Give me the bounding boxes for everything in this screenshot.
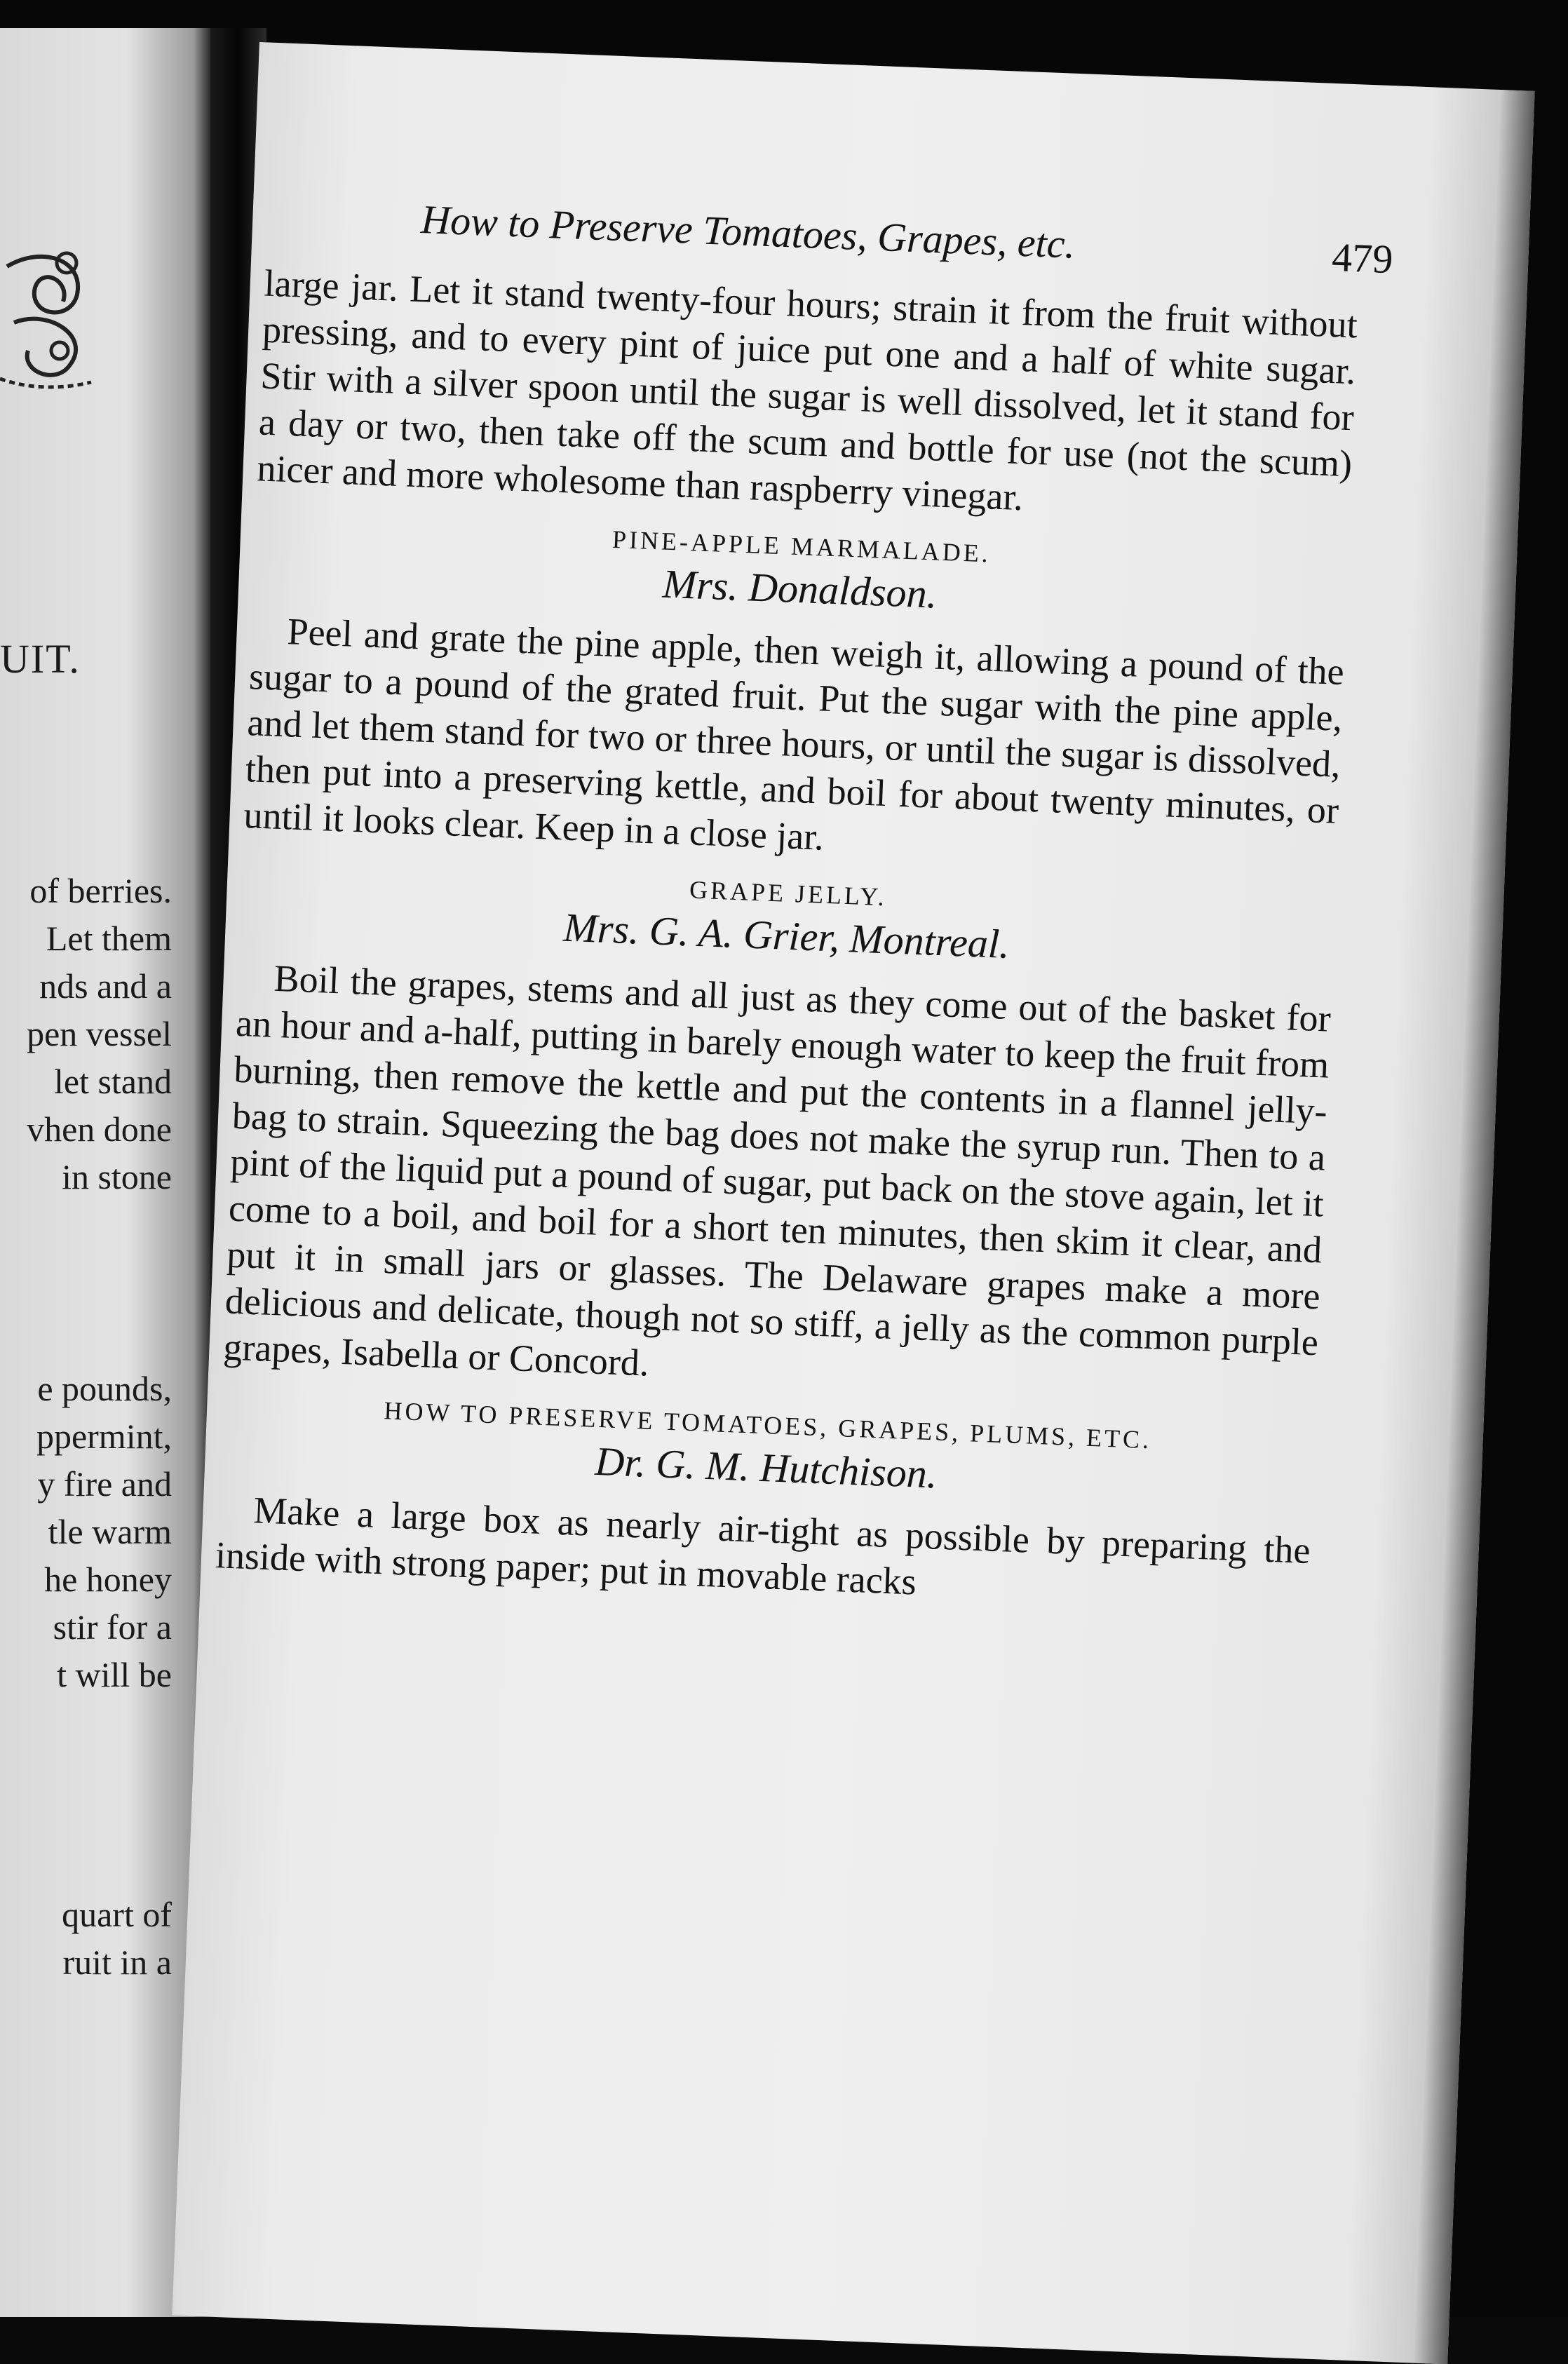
left-heading-fragment: UIT. [0,636,81,682]
recipe-author: Mrs. G. A. Grier, Montreal. [562,904,1011,967]
left-line: ppermint, [36,1417,172,1456]
recipe-title: GRAPE JELLY. [689,875,888,912]
left-line: ruit in a [62,1943,172,1982]
recipe-title: HOW TO PRESERVE TOMATOES, GRAPES, PLUMS, ETC. [383,1396,1152,1454]
left-line: vhen done [27,1109,172,1149]
recipe-author: Mrs. Donaldson. [661,560,938,617]
continued-paragraph: large jar. Let it stand twenty-four hours; strain it from the fruit without pressing, and to every pint of juice put one and a half of white sugar. Stir with a silver spoon until the sugar is well dissolved, let it stand for a day or two, then take off the scum and bottle for use (not the scum) nicer and more wholesome than raspberry vinegar. [256,262,1358,519]
recipe-author: Dr. G. M. Hutchison. [594,1438,938,1497]
left-line: y fire and [37,1464,172,1504]
left-line: he honey [44,1560,172,1599]
left-line: quart of [62,1895,172,1934]
floral-ornament-icon [0,238,98,400]
recipe-body: Make a large box as nearly air-tight as possible by preparing the inside with strong paper; put in movable racks [214,1489,1311,1603]
left-line: e pounds, [37,1369,172,1408]
running-head: How to Preserve Tomatoes, Grapes, etc. [420,196,1076,267]
left-line: pen vessel [27,1014,172,1053]
left-line: let stand [53,1062,172,1101]
page-number: 479 [1331,234,1394,283]
left-line: tle warm [48,1512,172,1551]
recipe-body: Boil the grapes, stems and all just as they come out of the basket for an hour and a-half, putting in barely enough water to keep the fruit from burning, then remove the kettle and put the contents in a flannel jelly-bag to strain. Squeezing the bag does not make the syrup run. Then to a pint of the liquid put a pound of sugar, put back on the stove again, let it come to a boil, and boil for a short ten minutes, then skim it clear, and put it in small jars or glasses. The Delaware grapes make a more delicious and delicate, though not so stiff, a jelly as the common purple grapes, Isabella or Concord. [222,957,1332,1384]
recipe [215,1389,1315,1620]
left-line: of berries. [29,871,172,910]
book-page [172,42,1534,2364]
left-line: stir for a [53,1607,172,1647]
left-line: t will be [57,1655,172,1694]
facing-page-left [0,28,210,2317]
recipe-body: Peel and grate the pine apple, then weigh it, allowing a pound of the sugar to a pound of the grated fruit. Put the sugar with the pine apple, and let them stand for two or three hours, or until the sugar is dissolved, then put into a preserving kettle, and boil for about twenty minutes, or until it looks clear. Keep in a close jar. [243,610,1345,858]
page-content [215,260,1358,1620]
left-line: nds and a [39,966,172,1006]
left-line: in stone [62,1157,172,1196]
left-line: Let them [46,919,172,958]
recipe-title: PINE-APPLE MARMALADE. [611,525,992,568]
recipe [222,858,1335,1412]
recipe [243,511,1349,880]
